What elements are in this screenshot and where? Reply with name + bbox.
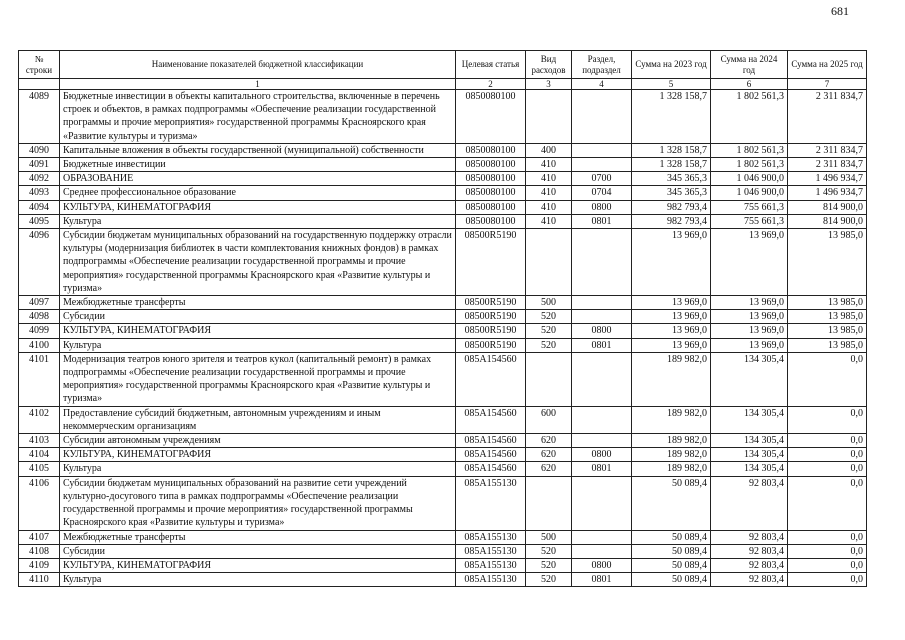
sum-2025-cell: 0,0: [788, 352, 867, 406]
sum-2023-cell: 1 328 158,7: [632, 90, 711, 144]
row-number-cell: 4095: [19, 214, 60, 228]
sum-2023-cell: 189 982,0: [632, 406, 711, 433]
table-row: [19, 544, 867, 558]
indicator-name-cell: КУЛЬТУРА, КИНЕМАТОГРАФИЯ: [60, 448, 456, 462]
sum-2024-cell: 1 046 900,0: [711, 186, 788, 200]
section-cell: 0704: [572, 186, 632, 200]
expense-type-cell: 620: [526, 448, 572, 462]
expense-type-cell: 520: [526, 310, 572, 324]
sum-2024-cell: 92 803,4: [711, 530, 788, 544]
section-cell: [572, 434, 632, 448]
table-row: [19, 338, 867, 352]
section-cell: [572, 143, 632, 157]
indicator-name-cell: Межбюджетные трансферты: [60, 296, 456, 310]
expense-type-cell: 620: [526, 462, 572, 476]
expense-type-cell: 520: [526, 573, 572, 587]
row-number-cell: 4103: [19, 434, 60, 448]
column-number: 4: [572, 79, 632, 90]
target-article-cell: 0850080100: [456, 214, 526, 228]
row-number-cell: 4096: [19, 229, 60, 296]
target-article-cell: 08500R5190: [456, 310, 526, 324]
indicator-name-cell: КУЛЬТУРА, КИНЕМАТОГРАФИЯ: [60, 324, 456, 338]
sum-2023-cell: 50 089,4: [632, 530, 711, 544]
indicator-name-cell: Капитальные вложения в объекты государственной (муниципальной) собственности: [60, 143, 456, 157]
table-row: [19, 310, 867, 324]
sum-2024-cell: 92 803,4: [711, 573, 788, 587]
target-article-cell: 085A154560: [456, 434, 526, 448]
table-row: [19, 172, 867, 186]
table-row: [19, 462, 867, 476]
table-row: [19, 143, 867, 157]
sum-2025-cell: 13 985,0: [788, 324, 867, 338]
target-article-cell: 0850080100: [456, 172, 526, 186]
row-number-cell: 4109: [19, 558, 60, 572]
indicator-name-cell: КУЛЬТУРА, КИНЕМАТОГРАФИЯ: [60, 200, 456, 214]
section-cell: 0801: [572, 573, 632, 587]
column-number: 2: [456, 79, 526, 90]
indicator-name-cell: Модернизация театров юного зрителя и театров кукол (капитальный ремонт) в рамках подпрограммы «Обеспечение реализации государственной программы и прочие мероприятия» государственной программы Красноярского края «Развитие культуры и туризма»: [60, 352, 456, 406]
sum-2025-cell: 13 985,0: [788, 310, 867, 324]
sum-2025-cell: 0,0: [788, 448, 867, 462]
sum-2023-cell: 189 982,0: [632, 448, 711, 462]
sum-2023-cell: 50 089,4: [632, 573, 711, 587]
target-article-cell: 08500R5190: [456, 229, 526, 296]
header-row-number: № строки: [19, 51, 60, 79]
indicator-name-cell: Культура: [60, 573, 456, 587]
header-sum-2023: Сумма на 2023 год: [632, 51, 711, 79]
sum-2025-cell: 1 496 934,7: [788, 172, 867, 186]
expense-type-cell: 620: [526, 434, 572, 448]
section-cell: 0800: [572, 200, 632, 214]
row-number-cell: 4091: [19, 158, 60, 172]
section-cell: 0700: [572, 172, 632, 186]
target-article-cell: 08500R5190: [456, 296, 526, 310]
table-row: [19, 530, 867, 544]
indicator-name-cell: Культура: [60, 462, 456, 476]
sum-2023-cell: 13 969,0: [632, 338, 711, 352]
sum-2023-cell: 189 982,0: [632, 352, 711, 406]
expense-type-cell: 520: [526, 324, 572, 338]
sum-2023-cell: 982 793,4: [632, 200, 711, 214]
target-article-cell: 0850080100: [456, 158, 526, 172]
header-sum-2025: Сумма на 2025 год: [788, 51, 867, 79]
indicator-name-cell: Предоставление субсидий бюджетным, автономным учреждениям и иным некоммерческим организациям: [60, 406, 456, 433]
indicator-name-cell: КУЛЬТУРА, КИНЕМАТОГРАФИЯ: [60, 558, 456, 572]
sum-2025-cell: 0,0: [788, 544, 867, 558]
sum-2024-cell: 1 802 561,3: [711, 90, 788, 144]
column-number: 1: [60, 79, 456, 90]
expense-type-cell: 410: [526, 186, 572, 200]
section-cell: 0800: [572, 558, 632, 572]
indicator-name-cell: ОБРАЗОВАНИЕ: [60, 172, 456, 186]
section-cell: [572, 530, 632, 544]
row-number-cell: 4092: [19, 172, 60, 186]
table-row: [19, 229, 867, 296]
sum-2025-cell: 0,0: [788, 573, 867, 587]
section-cell: 0801: [572, 462, 632, 476]
sum-2024-cell: 134 305,4: [711, 406, 788, 433]
expense-type-cell: [526, 229, 572, 296]
table-row: [19, 558, 867, 572]
section-cell: 0801: [572, 338, 632, 352]
section-cell: 0800: [572, 448, 632, 462]
sum-2025-cell: 0,0: [788, 406, 867, 433]
sum-2024-cell: 92 803,4: [711, 544, 788, 558]
sum-2024-cell: 1 802 561,3: [711, 158, 788, 172]
section-cell: [572, 310, 632, 324]
expense-type-cell: 410: [526, 214, 572, 228]
column-number-row: [19, 79, 867, 90]
target-article-cell: 0850080100: [456, 186, 526, 200]
indicator-name-cell: Субсидии: [60, 310, 456, 324]
row-number-cell: 4107: [19, 530, 60, 544]
section-cell: [572, 158, 632, 172]
row-number-cell: 4108: [19, 544, 60, 558]
indicator-name-cell: Культура: [60, 214, 456, 228]
table-row: [19, 296, 867, 310]
sum-2025-cell: 2 311 834,7: [788, 90, 867, 144]
sum-2024-cell: 134 305,4: [711, 352, 788, 406]
sum-2024-cell: 13 969,0: [711, 229, 788, 296]
sum-2023-cell: 345 365,3: [632, 186, 711, 200]
row-number-cell: 4101: [19, 352, 60, 406]
row-number-cell: 4090: [19, 143, 60, 157]
table-row: [19, 476, 867, 530]
target-article-cell: 0850080100: [456, 200, 526, 214]
sum-2025-cell: 1 496 934,7: [788, 186, 867, 200]
sum-2023-cell: 345 365,3: [632, 172, 711, 186]
target-article-cell: 08500R5190: [456, 338, 526, 352]
section-cell: [572, 352, 632, 406]
indicator-name-cell: Бюджетные инвестиции: [60, 158, 456, 172]
header-target-article: Целевая статья: [456, 51, 526, 79]
expense-type-cell: [526, 90, 572, 144]
target-article-cell: 085A155130: [456, 558, 526, 572]
expense-type-cell: [526, 352, 572, 406]
indicator-name-cell: Бюджетные инвестиции в объекты капитального строительства, включенные в перечень строек и объектов, в рамках подпрограммы «Обеспечение реализации государственной программы и прочие мероприятия» государственной программы Красноярского края «Развитие культуры и туризма»: [60, 90, 456, 144]
indicator-name-cell: Субсидии бюджетам муниципальных образований на развитие сети учреждений культурно-досугового типа в рамках подпрограммы «Обеспечение реализации государственной программы и прочие мероприятия» государственной программы Красноярского края «Развитие культуры и туризма»: [60, 476, 456, 530]
row-number-cell: 4105: [19, 462, 60, 476]
sum-2025-cell: 13 985,0: [788, 338, 867, 352]
table-row: [19, 573, 867, 587]
sum-2025-cell: 0,0: [788, 462, 867, 476]
table-body: [19, 90, 867, 587]
expense-type-cell: 520: [526, 544, 572, 558]
expense-type-cell: 500: [526, 296, 572, 310]
table-row: [19, 434, 867, 448]
section-cell: [572, 406, 632, 433]
table-row: [19, 186, 867, 200]
target-article-cell: 0850080100: [456, 143, 526, 157]
sum-2023-cell: 189 982,0: [632, 462, 711, 476]
row-number-cell: 4106: [19, 476, 60, 530]
table-row: [19, 158, 867, 172]
sum-2023-cell: 189 982,0: [632, 434, 711, 448]
sum-2024-cell: 755 661,3: [711, 200, 788, 214]
target-article-cell: 085A155130: [456, 530, 526, 544]
row-number-cell: 4089: [19, 90, 60, 144]
table-row: [19, 200, 867, 214]
expense-type-cell: 600: [526, 406, 572, 433]
indicator-name-cell: Субсидии автономным учреждениям: [60, 434, 456, 448]
column-number: 5: [632, 79, 711, 90]
sum-2024-cell: 13 969,0: [711, 324, 788, 338]
section-cell: [572, 90, 632, 144]
table-row: [19, 448, 867, 462]
sum-2023-cell: 1 328 158,7: [632, 158, 711, 172]
sum-2023-cell: 50 089,4: [632, 558, 711, 572]
sum-2024-cell: 1 046 900,0: [711, 172, 788, 186]
section-cell: 0800: [572, 324, 632, 338]
column-number: 7: [788, 79, 867, 90]
table-row: [19, 406, 867, 433]
row-number-cell: 4097: [19, 296, 60, 310]
sum-2023-cell: 13 969,0: [632, 296, 711, 310]
header-indicator-name: Наименование показателей бюджетной классификации: [60, 51, 456, 79]
sum-2023-cell: 50 089,4: [632, 476, 711, 530]
expense-type-cell: 410: [526, 172, 572, 186]
row-number-cell: 4104: [19, 448, 60, 462]
indicator-name-cell: Субсидии бюджетам муниципальных образований на государственную поддержку отрасли культуры (модернизация библиотек в части комплектования книжных фондов) в рамках подпрограммы «Обеспечение реализации государственной программы и прочие мероприятия» государственной программы Красноярского края «Развитие культуры и туризма»: [60, 229, 456, 296]
target-article-cell: 085A155130: [456, 544, 526, 558]
sum-2024-cell: 755 661,3: [711, 214, 788, 228]
sum-2023-cell: 982 793,4: [632, 214, 711, 228]
row-number-cell: 4093: [19, 186, 60, 200]
sum-2024-cell: 92 803,4: [711, 558, 788, 572]
sum-2024-cell: 1 802 561,3: [711, 143, 788, 157]
sum-2024-cell: 134 305,4: [711, 448, 788, 462]
table-row: [19, 324, 867, 338]
indicator-name-cell: Субсидии: [60, 544, 456, 558]
header-sum-2024: Сумма на 2024 год: [711, 51, 788, 79]
expense-type-cell: 500: [526, 530, 572, 544]
column-number: [19, 79, 60, 90]
row-number-cell: 4094: [19, 200, 60, 214]
sum-2023-cell: 13 969,0: [632, 324, 711, 338]
indicator-name-cell: Межбюджетные трансферты: [60, 530, 456, 544]
expense-type-cell: 400: [526, 143, 572, 157]
sum-2024-cell: 134 305,4: [711, 434, 788, 448]
target-article-cell: 085A155130: [456, 476, 526, 530]
row-number-cell: 4100: [19, 338, 60, 352]
table-row: [19, 90, 867, 144]
expense-type-cell: 520: [526, 338, 572, 352]
section-cell: [572, 476, 632, 530]
header-row: [19, 51, 867, 79]
sum-2024-cell: 13 969,0: [711, 338, 788, 352]
sum-2025-cell: 13 985,0: [788, 229, 867, 296]
sum-2025-cell: 0,0: [788, 530, 867, 544]
target-article-cell: 085A154560: [456, 462, 526, 476]
row-number-cell: 4102: [19, 406, 60, 433]
row-number-cell: 4099: [19, 324, 60, 338]
sum-2024-cell: 13 969,0: [711, 296, 788, 310]
column-number: 3: [526, 79, 572, 90]
sum-2025-cell: 0,0: [788, 476, 867, 530]
sum-2025-cell: 814 900,0: [788, 214, 867, 228]
target-article-cell: 085A154560: [456, 448, 526, 462]
expense-type-cell: 410: [526, 158, 572, 172]
target-article-cell: 08500R5190: [456, 324, 526, 338]
target-article-cell: 0850080100: [456, 90, 526, 144]
section-cell: [572, 296, 632, 310]
sum-2023-cell: 13 969,0: [632, 310, 711, 324]
sum-2024-cell: 134 305,4: [711, 462, 788, 476]
sum-2025-cell: 2 311 834,7: [788, 143, 867, 157]
sum-2025-cell: 0,0: [788, 434, 867, 448]
section-cell: 0801: [572, 214, 632, 228]
sum-2025-cell: 0,0: [788, 558, 867, 572]
sum-2023-cell: 13 969,0: [632, 229, 711, 296]
sum-2025-cell: 814 900,0: [788, 200, 867, 214]
header-section: Раздел, подраздел: [572, 51, 632, 79]
sum-2025-cell: 2 311 834,7: [788, 158, 867, 172]
sum-2023-cell: 1 328 158,7: [632, 143, 711, 157]
target-article-cell: 085A154560: [456, 352, 526, 406]
page-number: 681: [831, 4, 849, 18]
target-article-cell: 085A155130: [456, 573, 526, 587]
row-number-cell: 4110: [19, 573, 60, 587]
table-row: [19, 352, 867, 406]
expense-type-cell: [526, 476, 572, 530]
indicator-name-cell: Культура: [60, 338, 456, 352]
expense-type-cell: 410: [526, 200, 572, 214]
column-number: 6: [711, 79, 788, 90]
sum-2023-cell: 50 089,4: [632, 544, 711, 558]
expense-type-cell: 520: [526, 558, 572, 572]
indicator-name-cell: Среднее профессиональное образование: [60, 186, 456, 200]
table-row: [19, 214, 867, 228]
header-expense-type: Вид расходов: [526, 51, 572, 79]
sum-2025-cell: 13 985,0: [788, 296, 867, 310]
section-cell: [572, 229, 632, 296]
budget-table: [18, 50, 867, 587]
sum-2024-cell: 13 969,0: [711, 310, 788, 324]
section-cell: [572, 544, 632, 558]
target-article-cell: 085A154560: [456, 406, 526, 433]
sum-2024-cell: 92 803,4: [711, 476, 788, 530]
row-number-cell: 4098: [19, 310, 60, 324]
